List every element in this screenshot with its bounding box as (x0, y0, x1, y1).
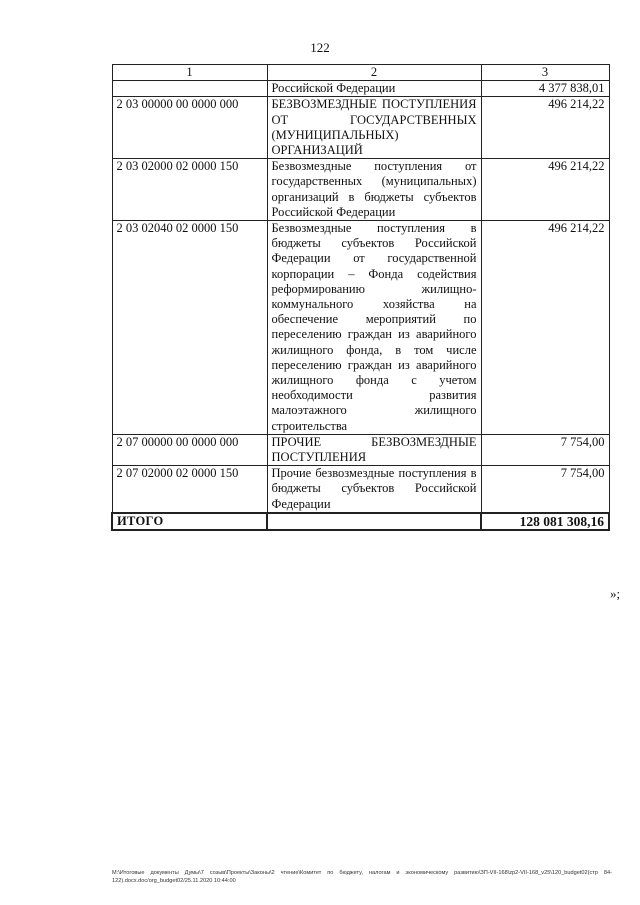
total-label: ИТОГО (112, 513, 267, 530)
table-row (112, 81, 609, 97)
revenue-name: БЕЗВОЗМЕЗДНЫЕ ПОСТУПЛЕНИЯ ОТ ГОСУДАРСТВЕННЫХ (МУНИЦИПАЛЬНЫХ) ОРГАНИЗАЦИЙ (267, 97, 481, 159)
revenue-name: Безвозмездные поступления от государственных (муниципальных) организаций в бюджеты субъектов Российской Федерации (267, 159, 481, 221)
total-row (112, 513, 609, 530)
revenue-code: 2 03 00000 00 0000 000 (112, 97, 267, 159)
revenue-code: 2 03 02040 02 0000 150 (112, 221, 267, 435)
column-header: 2 (267, 65, 481, 81)
column-header: 1 (112, 65, 267, 81)
table-header-row (112, 65, 609, 81)
revenue-name: Прочие безвозмездные поступления в бюджеты субъектов Российской Федерации (267, 466, 481, 513)
revenue-amount: 496 214,22 (481, 159, 609, 221)
revenue-code: 2 07 00000 00 0000 000 (112, 434, 267, 465)
revenue-code: 2 03 02000 02 0000 150 (112, 159, 267, 221)
table-row (112, 159, 609, 221)
total-name (267, 513, 481, 530)
table-row (112, 434, 609, 465)
revenue-name: Российской Федерации (267, 81, 481, 97)
revenue-amount: 7 754,00 (481, 434, 609, 465)
table-row (112, 466, 609, 513)
table-row (112, 97, 609, 159)
revenue-code (112, 81, 267, 97)
total-amount: 128 081 308,16 (481, 513, 609, 530)
table-row (112, 221, 609, 435)
revenue-amount: 7 754,00 (481, 466, 609, 513)
revenue-amount: 496 214,22 (481, 221, 609, 435)
column-header: 3 (481, 65, 609, 81)
budget-table (111, 64, 610, 531)
closing-quote-mark: »; (610, 586, 621, 601)
revenue-amount: 4 377 838,01 (481, 81, 609, 97)
revenue-name: ПРОЧИЕ БЕЗВОЗМЕЗДНЫЕ ПОСТУПЛЕНИЯ (267, 434, 481, 465)
revenue-amount: 496 214,22 (481, 97, 609, 159)
revenue-code: 2 07 02000 02 0000 150 (112, 466, 267, 513)
page-number: 122 (310, 40, 330, 55)
revenue-name: Безвозмездные поступления в бюджеты субъектов Российской Федерации от государственной корпорации – Фонда содействия реформированию жилищно-коммунального хозяйства на обеспечение мероприятий по переселению граждан из аварийного жилищного фонда, в том числе переселению граждан из аварийного жилищного фонда с учетом необходимости развития малоэтажного жилищного строительства (267, 221, 481, 435)
footer-file-path: M:\Итоговые документы Думы\7 созыв\Проекты\Законы\2 чтение\Комитет по бюджету, налогам и экономическому развитию\ЗП-VII-168\zp2-VII-168_v25\120_budget02(стр 84-122).docx.doc/org_budget02/25.11.2020 10:44:00 (112, 870, 612, 884)
